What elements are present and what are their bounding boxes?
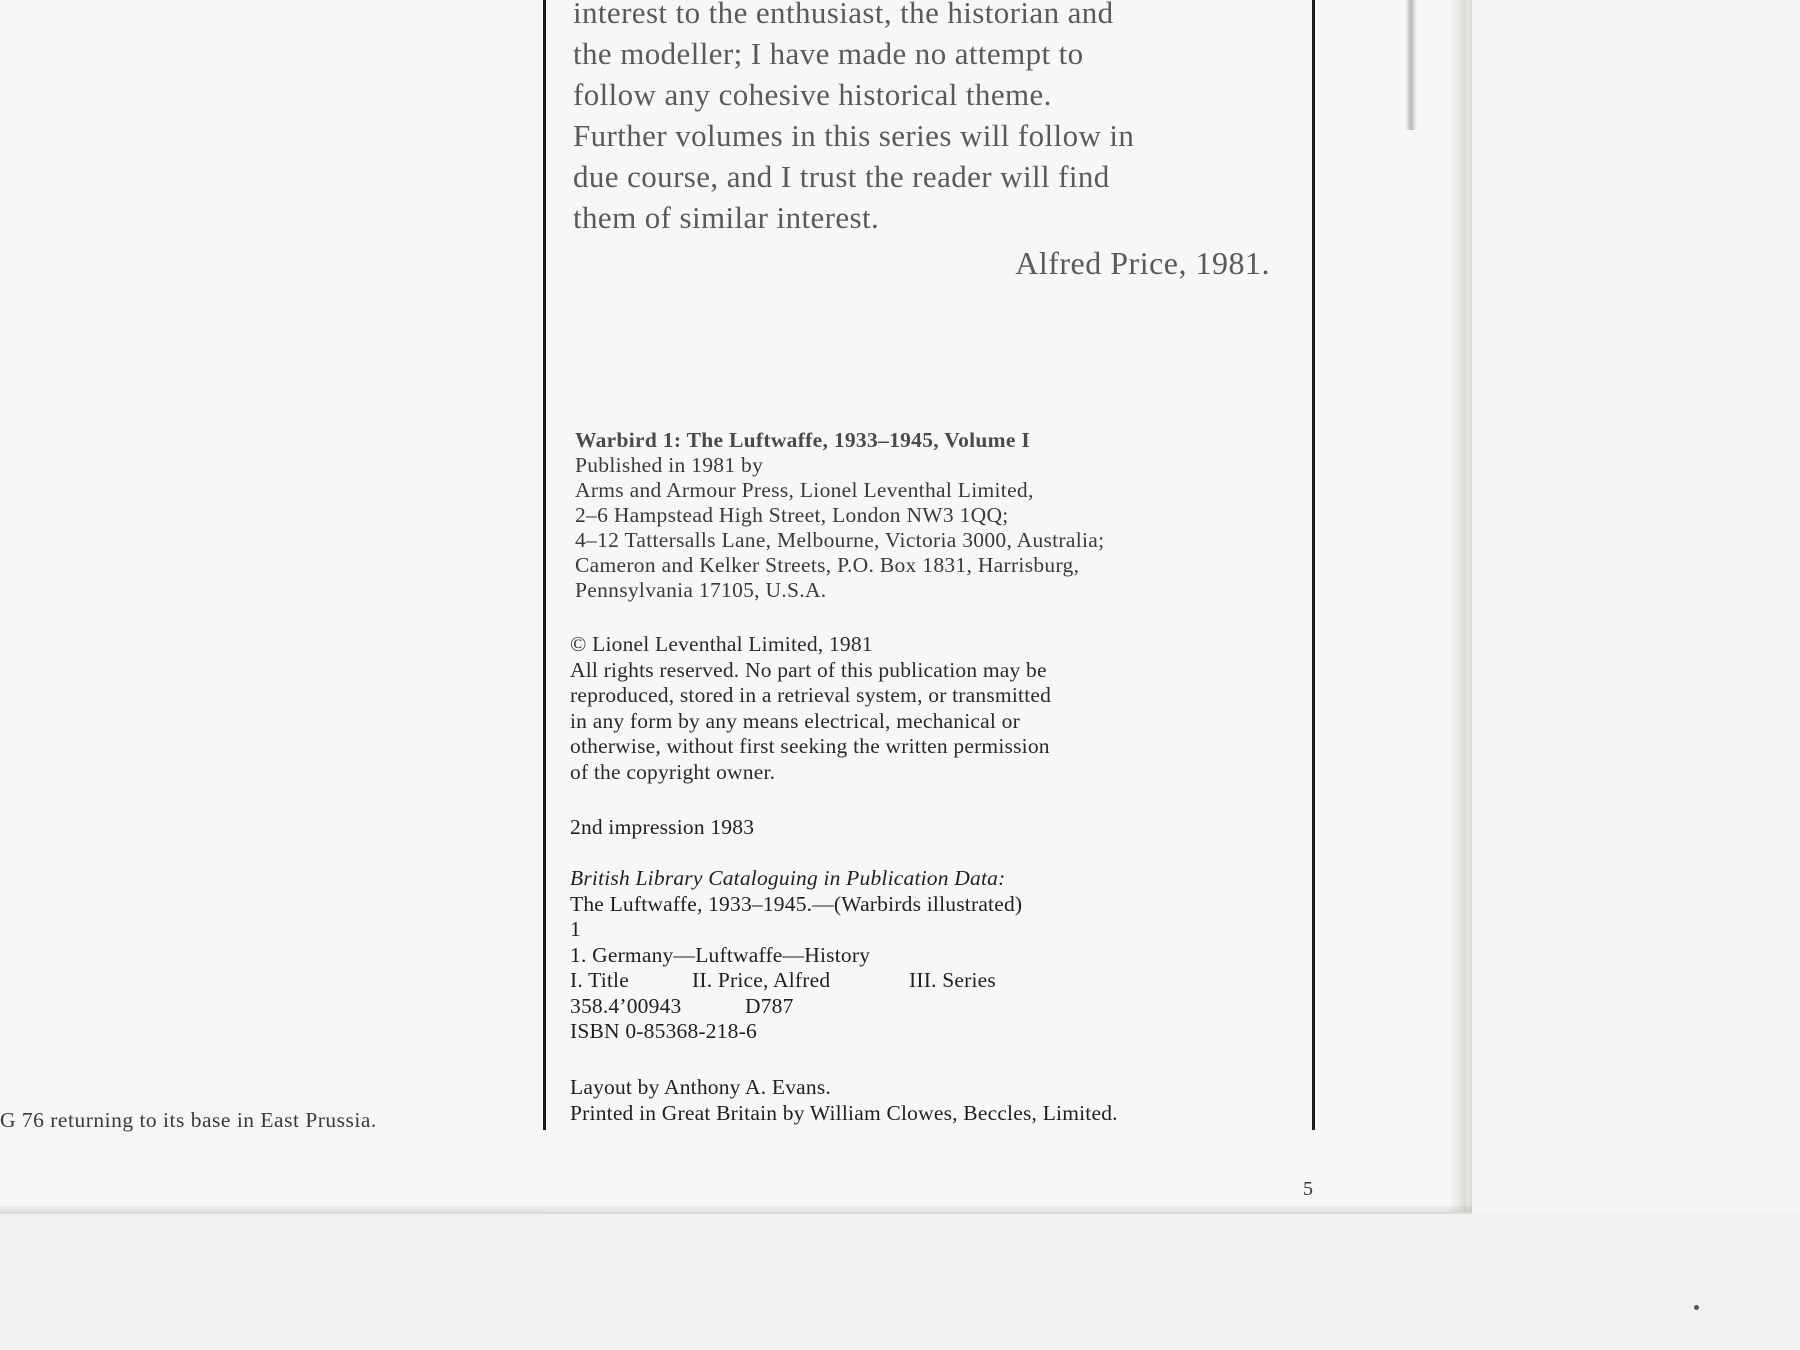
page-edge-shadow xyxy=(1448,0,1466,1212)
foreword-line: the modeller; I have made no attempt to xyxy=(573,36,1084,71)
foreword-signature: Alfred Price, 1981. xyxy=(1015,245,1270,281)
impression-text: 2nd impression 1983 xyxy=(570,815,755,839)
foreword-line: follow any cohesive historical theme. xyxy=(573,77,1052,112)
publication-imprint xyxy=(575,428,1295,603)
cip-subject-row xyxy=(570,968,1290,994)
cataloguing-data xyxy=(570,866,1290,1045)
rights-line: of the copyright owner. xyxy=(570,759,776,784)
cip-title-entry: I. Title xyxy=(570,968,629,992)
copyright-block xyxy=(570,632,1290,785)
imprint-line: Published in 1981 by xyxy=(575,453,764,477)
right-column-rule xyxy=(1312,0,1315,1130)
rights-line: otherwise, without first seeking the written permission xyxy=(570,734,1050,758)
left-column-rule xyxy=(543,0,546,1130)
rights-line: All rights reserved. No part of this publication may be xyxy=(570,657,1047,682)
cip-classification-row xyxy=(570,994,1290,1020)
book-title: Warbird 1: The Luftwaffe, 1933–1945, Volume I xyxy=(575,428,1031,452)
credits-block xyxy=(570,1075,1290,1126)
cip-line: The Luftwaffe, 1933–1945.—(Warbirds illustrated) xyxy=(570,891,1023,916)
foreword-line: Further volumes in this series will follow in xyxy=(573,118,1135,153)
isbn: ISBN 0-85368-218-6 xyxy=(570,1019,757,1043)
page-number: 5 xyxy=(1303,1178,1313,1200)
cip-author-entry: II. Price, Alfred xyxy=(692,968,831,992)
foreword-line: due course, and I trust the reader will find xyxy=(573,159,1110,194)
imprint-line: 4–12 Tattersalls Lane, Melbourne, Victoria 3000, Australia; xyxy=(575,528,1105,552)
imprint-line: Arms and Armour Press, Lionel Leventhal Limited, xyxy=(575,478,1034,502)
background-surface xyxy=(1472,0,1800,1350)
imprint-line: 2–6 Hampstead High Street, London NW3 1QQ; xyxy=(575,503,1009,527)
imprint-line: Pennsylvania 17105, U.S.A. xyxy=(575,578,827,602)
imprint-line: Cameron and Kelker Streets, P.O. Box 1831, Harrisburg, xyxy=(575,553,1080,577)
rights-line: in any form by any means electrical, mechanical or xyxy=(570,708,1020,733)
foreword-text xyxy=(573,0,1293,238)
photo-caption: G 76 returning to its base in East Prussia. xyxy=(0,1108,377,1132)
cip-dewey-number: 358.4’00943 xyxy=(570,993,682,1018)
cip-heading: British Library Cataloguing in Publication Data: xyxy=(570,866,1006,890)
page-bottom-shadow xyxy=(0,1206,1472,1214)
left-page xyxy=(0,0,545,1212)
cip-line: 1 xyxy=(570,917,581,941)
copyright-notice: © Lionel Leventhal Limited, 1981 xyxy=(570,632,873,656)
background-surface-bottom xyxy=(0,1212,1800,1350)
cip-class-code: D787 xyxy=(745,993,794,1018)
printer-credit: Printed in Great Britain by William Clowes, Beccles, Limited. xyxy=(570,1100,1118,1125)
dust-speck xyxy=(1694,1305,1699,1310)
facing-page-shadow xyxy=(1405,0,1417,130)
foreword-line: them of similar interest. xyxy=(573,200,880,235)
cip-line: 1. Germany—Luftwaffe—History xyxy=(570,942,871,967)
rights-line: reproduced, stored in a retrieval system, or transmitted xyxy=(570,683,1052,707)
layout-credit: Layout by Anthony A. Evans. xyxy=(570,1075,831,1099)
cip-series-entry: III. Series xyxy=(909,968,996,992)
foreword-line: interest to the enthusiast, the historian and xyxy=(573,0,1114,30)
impression-note xyxy=(570,815,1290,841)
